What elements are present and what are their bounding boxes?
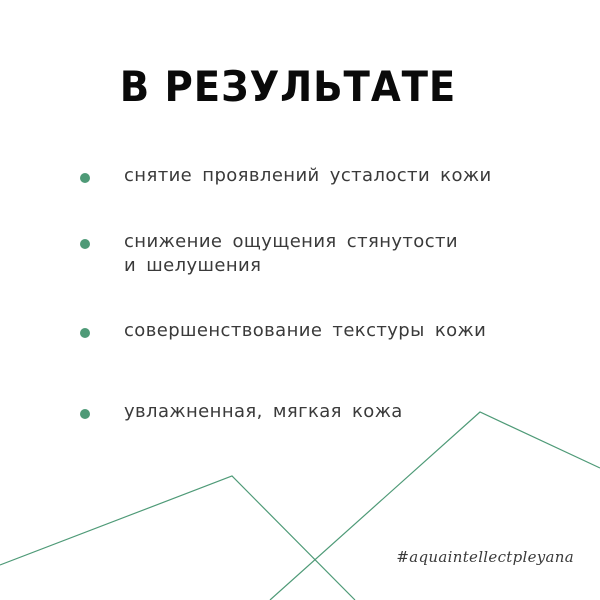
list-item-text: снятие проявлений усталости кожи	[124, 165, 492, 186]
list-item-text: совершенствование текстуры кожи	[124, 320, 487, 341]
bullet-dot-icon	[80, 328, 90, 338]
hashtag: #aquaintellectpleyana	[396, 548, 574, 566]
bullet-dot-icon	[80, 173, 90, 183]
page-title: В РЕЗУЛЬТАТЕ	[119, 62, 457, 111]
list-item-text: снижение ощущения стянутости и шелушения	[124, 231, 458, 276]
bullet-dot-icon	[80, 239, 90, 249]
bullet-dot-icon	[80, 409, 90, 419]
list-item-text: увлажненная, мягкая кожа	[124, 401, 403, 422]
